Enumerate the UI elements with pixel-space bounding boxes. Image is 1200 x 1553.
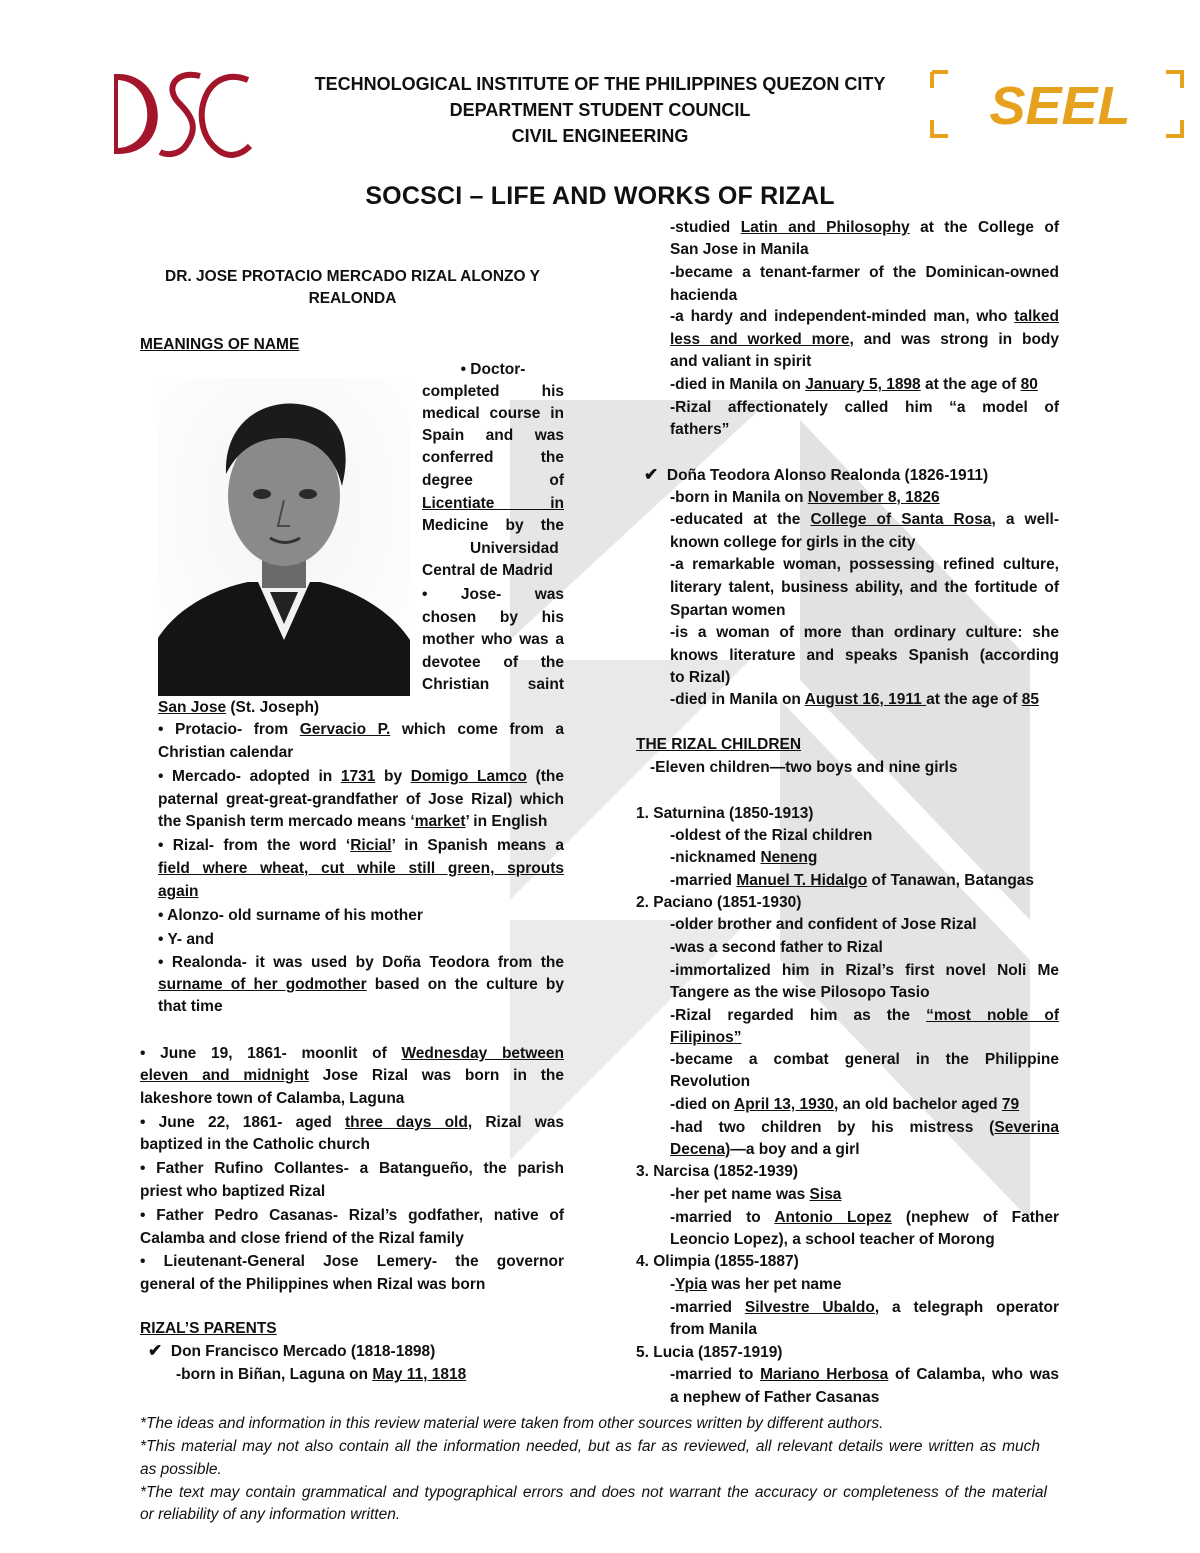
father-tenant-2: hacienda	[670, 287, 738, 304]
check-icon: ✔	[644, 465, 659, 484]
footer-note-1: *The ideas and information in this review material were taken from other sources written by different authors.	[140, 1415, 884, 1432]
dsc-logo	[108, 66, 256, 162]
child-saturnina: 1. Saturnina (1850-1913)	[636, 805, 814, 822]
meaning-doctor-8: Medicine by the	[422, 517, 564, 534]
mother-educated-1: -educated at the College of Santa Rosa, a well-	[670, 511, 1059, 528]
lemery-2: general of the Philippines when Rizal was born	[140, 1276, 486, 1293]
mother-culture-1: -is a woman of more than ordinary culture: she	[670, 624, 1059, 641]
mother-remarkable-1: -a remarkable woman, possessing refined culture,	[670, 556, 1059, 573]
saturnina-1: -oldest of the Rizal children	[670, 827, 873, 844]
children-summary: -Eleven children—two boys and nine girls	[650, 759, 958, 776]
lemery-1: • Lieutenant-General Jose Lemery- the governor	[140, 1253, 564, 1270]
paciano-5b: Revolution	[670, 1073, 751, 1090]
meaning-mercado-3: the Spanish term mercado means ‘market’ in English	[158, 813, 548, 830]
paciano-5a: -became a combat general in the Philippine	[670, 1051, 1059, 1068]
lucia-1b: a nephew of Father Casanas	[670, 1389, 880, 1406]
father-died: -died in Manila on January 5, 1898 at the age of 80	[670, 376, 1038, 393]
meaning-jose-2: chosen by his	[422, 609, 564, 626]
meaning-mercado-2: paternal great-great-grandfather of Jose Rizal) which	[158, 791, 564, 808]
olimpia-2b: from Manila	[670, 1321, 757, 1338]
meaning-rizal-2: field where wheat, cut while still green, sprouts	[158, 860, 564, 877]
meanings-heading: MEANINGS OF NAME	[140, 336, 300, 353]
child-lucia: 5. Lucia (1857-1919)	[636, 1344, 783, 1361]
meaning-doctor-10: Central de Madrid	[422, 562, 553, 579]
meaning-realonda-1: • Realonda- it was used by Doña Teodora from the	[158, 954, 564, 971]
rizal-portrait	[158, 378, 410, 696]
meaning-doctor-2: completed his	[422, 383, 564, 400]
paciano-6: -died on April 13, 1930, an old bachelor aged 79	[670, 1096, 1020, 1113]
parents-heading: RIZAL’S PARENTS	[140, 1320, 277, 1337]
meaning-realonda-3: that time	[158, 998, 223, 1015]
father-hardy-2: less and worked more, and was strong in body	[670, 331, 1060, 348]
meaning-alonzo: • Alonzo- old surname of his mother	[158, 907, 423, 924]
meaning-doctor-4: Spain and was	[422, 427, 564, 444]
child-paciano: 2. Paciano (1851-1930)	[636, 894, 802, 911]
meaning-realonda-2: surname of her godmother based on the culture by	[158, 976, 564, 993]
meaning-doctor-6: degree of	[422, 472, 564, 489]
olimpia-1: -Ypia was her pet name	[670, 1276, 842, 1293]
meaning-san-jose: San Jose (St. Joseph)	[158, 699, 320, 716]
footer-note-2b: as possible.	[140, 1461, 222, 1478]
saturnina-2: -nicknamed Neneng	[670, 849, 818, 866]
paciano-1: -older brother and confident of Jose Rizal	[670, 916, 977, 933]
father-tenant-1: -became a tenant-farmer of the Dominican-owned	[670, 264, 1059, 281]
footer-note-3a: *The text may contain grammatical and typographical errors and does not warrant the accuracy or completeness of the material	[140, 1484, 1047, 1501]
mother-culture-3: to Rizal)	[670, 669, 731, 686]
mother-culture-2: knows literature and speaks Spanish (according	[670, 647, 1059, 664]
mother-remarkable-3: Spartan women	[670, 602, 786, 619]
child-olimpia: 4. Olimpia (1855-1887)	[636, 1253, 799, 1270]
meaning-jose-5: Christian saint	[422, 676, 564, 693]
meaning-jose-4: devotee of the	[422, 654, 564, 671]
child-narcisa: 3. Narcisa (1852-1939)	[636, 1163, 799, 1180]
baptism-1: • June 22, 1861- aged three days old, Rizal was	[140, 1114, 564, 1131]
birth-event-3: lakeshore town of Calamba, Laguna	[140, 1090, 405, 1107]
paciano-4b: Filipinos”	[670, 1029, 742, 1046]
seel-logo-text: SEEL	[989, 76, 1131, 136]
parent-father: ✔ Don Francisco Mercado (1818-1898)	[148, 1341, 436, 1360]
meaning-rizal-3: again	[158, 883, 199, 900]
paciano-4a: -Rizal regarded him as the “most noble of	[670, 1007, 1060, 1024]
footer-note-2a: *This material may not also contain all the information needed, but as far as reviewed, all relevant details were written as much	[140, 1438, 1040, 1455]
pedro-1: • Father Pedro Casanas- Rizal’s godfather, native of	[140, 1207, 564, 1224]
saturnina-3: -married Manuel T. Hidalgo of Tanawan, Batangas	[670, 872, 1035, 889]
seel-logo	[928, 68, 1188, 140]
header-council: DEPARTMENT STUDENT COUNCIL	[449, 100, 751, 120]
pedro-2: Calamba and close friend of the Rizal family	[140, 1230, 464, 1247]
paciano-2: -was a second father to Rizal	[670, 939, 883, 956]
birth-event-1: • June 19, 1861- moonlit of Wednesday between	[140, 1045, 564, 1062]
paciano-3a: -immortalized him in Rizal’s first novel Noli Me	[670, 962, 1059, 979]
page-title: SOCSCI – LIFE AND WORKS OF RIZAL	[365, 182, 835, 210]
baptism-2: baptized in the Catholic church	[140, 1136, 370, 1153]
father-hardy-1: -a hardy and independent-minded man, who talked	[670, 308, 1059, 325]
parent-mother: ✔ Doña Teodora Alonso Realonda (1826-1911)	[644, 465, 989, 484]
header-institute: TECHNOLOGICAL INSTITUTE OF THE PHILIPPINES QUEZON CITY	[314, 74, 886, 94]
paciano-7b: Decena)—a boy and a girl	[670, 1141, 860, 1158]
header-department: CIVIL ENGINEERING	[511, 126, 689, 146]
check-icon: ✔	[148, 1341, 163, 1360]
meaning-rizal-1: • Rizal- from the word ‘Ricial’ in Spanish means a	[158, 837, 564, 854]
father-model-2: fathers”	[670, 421, 730, 438]
meaning-doctor-5: conferred the	[422, 449, 564, 466]
meaning-mercado-1: • Mercado- adopted in 1731 by Domigo Lamco (the	[158, 768, 565, 785]
full-name-line1: DR. JOSE PROTACIO MERCADO RIZAL ALONZO Y	[165, 268, 540, 285]
full-name-line2: REALONDA	[308, 290, 397, 307]
meaning-doctor-3: medical course in	[422, 405, 564, 422]
narcisa-1: -her pet name was Sisa	[670, 1186, 842, 1203]
paciano-7a: -had two children by his mistress (Severina	[670, 1119, 1059, 1136]
meaning-doctor-7: Licentiate in	[422, 495, 564, 512]
father-model-1: -Rizal affectionately called him “a model of	[670, 399, 1059, 416]
birth-event-2: eleven and midnight Jose Rizal was born in the	[140, 1067, 565, 1084]
mother-died: -died in Manila on August 16, 1911 at the age of 85	[670, 691, 1039, 708]
mother-remarkable-2: literary talent, business ability, and the fortitude of	[670, 579, 1059, 596]
meaning-doctor-9: Universidad	[470, 540, 559, 557]
meaning-protacio-1: • Protacio- from Gervacio P. which come from a	[158, 721, 565, 738]
rufino-1: • Father Rufino Collantes- a Batangueño, the parish	[140, 1160, 564, 1177]
paciano-3b: Tangere as the wise Pilosopo Tasio	[670, 984, 930, 1001]
meaning-jose-3: mother who was a	[422, 631, 564, 648]
narcisa-2a: -married to Antonio Lopez (nephew of Father	[670, 1209, 1059, 1226]
footer-note-3b: or reliability of any information written.	[140, 1506, 401, 1523]
meaning-y: • Y- and	[158, 931, 214, 948]
narcisa-2b: Leoncio Lopez), a school teacher of Morong	[670, 1231, 995, 1248]
lucia-1a: -married to Mariano Herbosa of Calamba, who was	[670, 1366, 1060, 1383]
father-hardy-3: and valiant in spirit	[670, 353, 812, 370]
father-born: -born in Biñan, Laguna on May 11, 1818	[176, 1366, 467, 1383]
father-studied-1: -studied Latin and Philosophy at the College of	[670, 219, 1059, 236]
mother-educated-2: known college for girls in the city	[670, 534, 916, 551]
meaning-doctor-1: • Doctor-	[460, 361, 526, 378]
children-heading: THE RIZAL CHILDREN	[636, 736, 802, 753]
rufino-2: priest who baptized Rizal	[140, 1183, 326, 1200]
meaning-protacio-2: Christian calendar	[158, 744, 294, 761]
meaning-jose-1: • Jose- was	[422, 586, 564, 603]
father-studied-2: San Jose in Manila	[670, 241, 809, 258]
mother-born: -born in Manila on November 8, 1826	[670, 489, 940, 506]
olimpia-2a: -married Silvestre Ubaldo, a telegraph operator	[670, 1299, 1059, 1316]
